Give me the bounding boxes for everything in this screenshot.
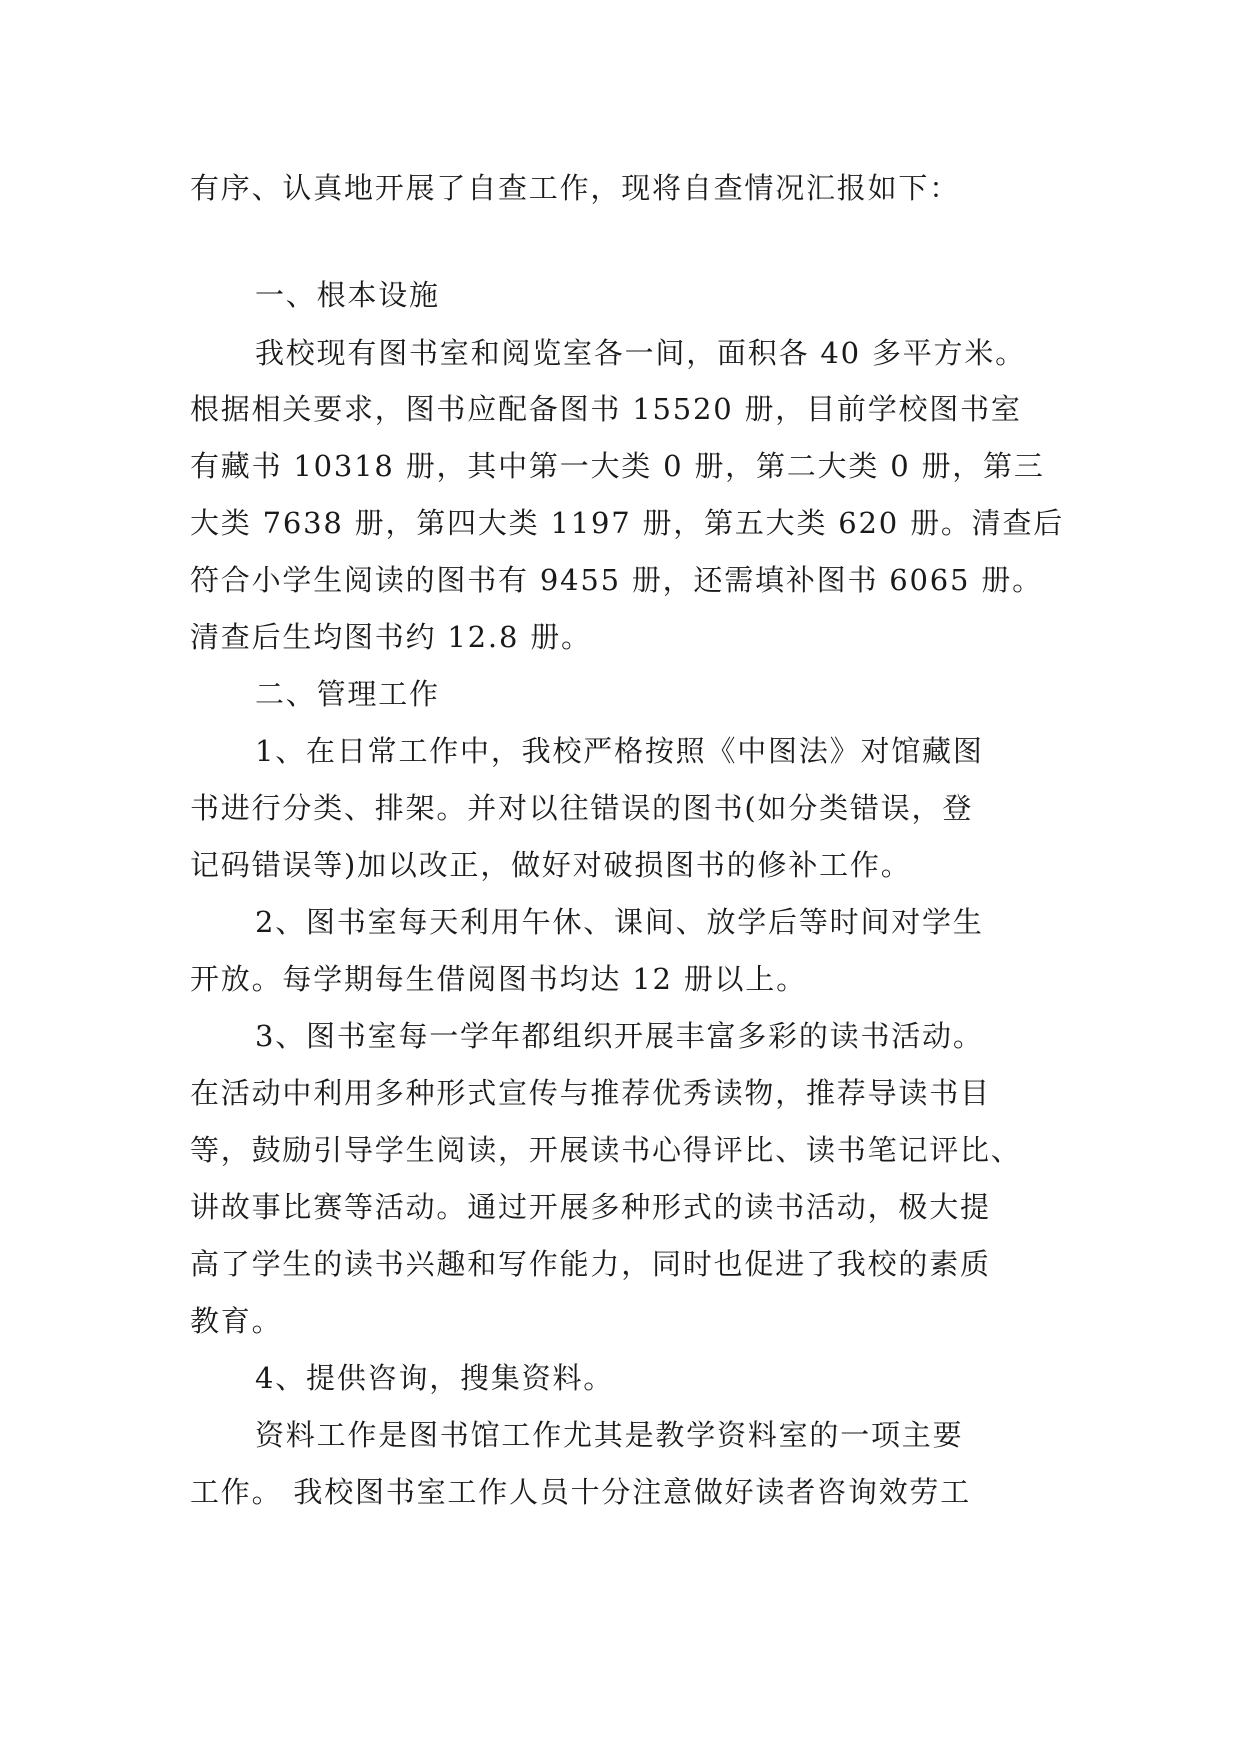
paragraph-facilities-line: 有藏书 10318 册，其中第一大类 0 册，第二大类 0 册，第三	[190, 449, 1045, 483]
heading-section-2: 二、管理工作	[255, 677, 440, 711]
paragraph-item-3-line: 等，鼓励引导学生阅读，开展读书心得评比、读书笔记评比、	[190, 1133, 1022, 1167]
paragraph-item-3-line: 教育。	[190, 1304, 283, 1338]
paragraph-item-3-line: 讲故事比赛等活动。通过开展多种形式的读书活动，极大提	[190, 1190, 991, 1224]
paragraph-item-3-line: 在活动中利用多种形式宣传与推荐优秀读物，推荐导读书目	[190, 1076, 991, 1110]
paragraph-materials-line: 工作。 我校图书室工作人员十分注意做好读者咨询效劳工	[190, 1475, 972, 1509]
paragraph-item-1-line: 书进行分类、排架。并对以往错误的图书(如分类错误，登	[190, 791, 974, 825]
paragraph-item-3-line: 高了学生的读书兴趣和写作能力，同时也促进了我校的素质	[190, 1247, 991, 1281]
heading-section-1: 一、根本设施	[255, 278, 440, 312]
paragraph-item-1-line: 1、在日常工作中，我校严格按照《中图法》对馆藏图	[255, 734, 984, 768]
paragraph-intro-line: 有序、认真地开展了自查工作，现将自查情况汇报如下：	[190, 171, 961, 205]
paragraph-materials-line: 资料工作是图书馆工作尤其是教学资料室的一项主要	[255, 1418, 964, 1452]
paragraph-item-4-heading: 4、提供咨询，搜集资料。	[255, 1361, 615, 1395]
paragraph-facilities-line: 清查后生均图书约 12.8 册。	[190, 620, 592, 654]
paragraph-item-2-line: 2、图书室每天利用午休、课间、放学后等时间对学生	[255, 905, 984, 939]
paragraph-item-1-line: 记码错误等)加以改正，做好对破损图书的修补工作。	[190, 848, 912, 882]
paragraph-facilities-line: 符合小学生阅读的图书有 9455 册，还需填补图书 6065 册。	[190, 563, 1043, 597]
paragraph-item-2-line: 开放。每学期每生借阅图书均达 12 册以上。	[190, 962, 807, 996]
paragraph-item-3-line: 3、图书室每一学年都组织开展丰富多彩的读书活动。	[255, 1019, 984, 1053]
paragraph-facilities-line: 根据相关要求，图书应配备图书 15520 册，目前学校图书室	[190, 392, 1022, 426]
paragraph-facilities-line: 大类 7638 册，第四大类 1197 册，第五大类 620 册。清查后	[190, 506, 1065, 540]
paragraph-facilities-line: 我校现有图书室和阅览室各一间，面积各 40 多平方米。	[255, 336, 1026, 370]
